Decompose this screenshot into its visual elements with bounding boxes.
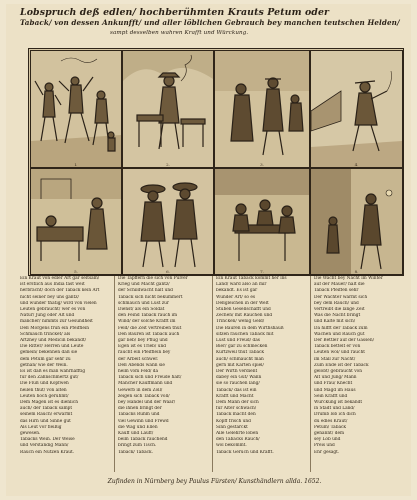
verse-line: Leuten wol/ und raucht	[314, 350, 365, 356]
verse-line: Da hilfft der Taback zum	[314, 325, 368, 331]
verse-line: Sein Krafft und	[314, 393, 348, 399]
verse-line: seinem Rauch/ erwärmt	[20, 412, 73, 418]
verse-line: Taback Pfeiffen sehr	[314, 288, 359, 294]
verse-line: Bier/ gar zu schmecken	[216, 344, 268, 350]
verse-line: Es ist daß es man wahrhafftig	[20, 369, 86, 375]
verse-line: Taback sich nicht bekümmert	[118, 294, 183, 300]
verse-line: nicht seiner bey uns gantz/	[20, 294, 79, 300]
verse-line: Kurtzweil thut Taback	[216, 350, 265, 356]
verse-line: und Kälte mit sich/	[314, 319, 356, 325]
verse-line: Tabacks Ruhm und	[118, 412, 160, 418]
verse-line: Die Tapffern die sich von Pulver	[118, 276, 188, 281]
verse-line: Drumb lob ich dich	[314, 412, 356, 418]
panel-label: 4.	[354, 162, 359, 167]
verse-line: Taback sich und Freude hält/	[118, 375, 182, 381]
verse-line: Feld/ die Zeit vertreiben thut	[118, 325, 182, 331]
verse-line: bekandt. Es ist gar	[216, 288, 258, 294]
title-line-1: Lobspruch deß edlen/ hochberühmten Krauts Petum oder	[20, 7, 330, 18]
verse-line: und wunder thätig/ wird von vielen	[20, 300, 97, 306]
verse-line: genannt/ dem	[314, 431, 345, 437]
verse-line: sie so rauchen lang/	[216, 381, 260, 387]
verse-line: Deß Abends wann sie	[118, 362, 165, 368]
verse-line: Leuten gebraucht/ wer es von	[20, 307, 86, 313]
verse-line: gar lieb/ bey Pflug und	[118, 338, 168, 344]
verse-line: und Frau/ Knecht	[314, 381, 353, 387]
verse-line: für Alter schwach/	[216, 406, 257, 412]
verse-line: gern mit Karten spiel/	[216, 362, 264, 368]
verse-line: mancher/ nimmts zur Gesundheit	[20, 319, 93, 325]
verse-line: die ihnen bringt der	[118, 406, 162, 412]
night-watchman-engraving	[311, 169, 402, 274]
verse-line: Deß Morgens früh ein Pfeifflein	[20, 325, 90, 331]
verse-line: Zum Ende ist der Taback	[314, 362, 369, 368]
verse-column-4	[312, 276, 408, 472]
verse-line: gemein/ bekennen daß sie	[20, 350, 78, 356]
verse-line: sey Lob und	[314, 437, 341, 443]
verse-line: Kauff und Lauff/	[118, 431, 154, 437]
verse-line: bey dem Rauch/ und	[314, 300, 359, 306]
verse-line: Rauch ein Nutzen Kraut.	[20, 449, 75, 455]
verse-line: Wind/ der solche Krafft im	[118, 319, 176, 325]
panel-label: 3.	[260, 162, 264, 167]
verse-line: Krafft und Macht	[216, 393, 254, 399]
verse-line: wol bekommt.	[216, 443, 247, 449]
verse-line: auf der Mauer/ hält die	[314, 282, 365, 288]
standing-figures-engraving	[215, 51, 309, 167]
verse-line: Tabacks Wein. Der Weise	[20, 437, 75, 443]
smoker-at-table-engraving	[123, 51, 213, 167]
verse-line: viel Gewinn und Frewd	[118, 418, 169, 424]
verse-line: beim Taback rauchend	[118, 437, 168, 443]
traveler-landscape-engraving	[311, 51, 402, 167]
engraving-panel-2	[122, 50, 214, 168]
verse-line: Würckung ist bekandt	[314, 400, 363, 406]
broadside-title	[20, 8, 405, 38]
verse-text-area	[18, 276, 408, 472]
verse-line: Taback bettelt er von	[314, 344, 361, 350]
verse-line: Gewerb in dem Zoll/	[118, 387, 163, 393]
verse-line: Der Bettler auf der Gassen/	[314, 338, 375, 344]
verse-line: Sinn gestärckt	[216, 424, 248, 430]
verse-line: Der Wirth verdient	[216, 369, 258, 375]
verse-line: der Schildwacht hält und	[118, 288, 173, 294]
verse-line: ist erstlich aus India fast weit	[20, 282, 85, 288]
verse-line: für den Zahnschmertz gut/	[20, 375, 79, 381]
verse-line: Preis und	[314, 443, 335, 449]
verse-line: Stuben Gesellschafft und	[216, 307, 271, 313]
verse-line: gethan/ wie der Wein.	[20, 362, 68, 368]
dancing-figures-engraving	[31, 51, 121, 167]
verse-line: sitzen rauchen Taback mit	[216, 331, 274, 337]
panel-label: 8.	[354, 269, 359, 274]
verse-line: im Stall zur Nacht/	[314, 356, 356, 362]
verse-line: Mancher Kauffmann und	[118, 381, 173, 387]
title-line-3: sampt desselben wahren Krafft und Würckung.	[110, 30, 249, 36]
verse-line: heilen thut/ von alten	[20, 387, 67, 393]
title-line-2: Taback/ von dessen Ankunfft/ und aller löblichen Gebrauch bey manchen teutschen Helden/	[20, 18, 400, 27]
verse-line: Krieg und Macht gantz/	[118, 282, 170, 288]
verse-line: Zechen/ mit Rauchen und	[216, 313, 273, 319]
verse-line: Leuten hoch gerühmt/	[20, 393, 69, 399]
verse-line: Taback/ das ist ein	[216, 387, 257, 393]
verse-line: Taback/ Taback.	[118, 449, 154, 455]
verse-line: du edles Kraut/	[314, 418, 348, 424]
verse-column-3	[214, 276, 311, 472]
verse-line: Schmauch trincket/ als	[20, 331, 71, 337]
verse-line: Wunder Art/ so es	[216, 294, 256, 300]
engraving-panel-1	[30, 50, 122, 168]
verse-line: heim vom Feld/ da	[118, 369, 159, 375]
verse-line: Petum/ Taback	[314, 424, 347, 430]
engraving-panel-7	[214, 168, 310, 275]
verse-line: Alle Gelehrte loben	[216, 431, 259, 437]
verse-line: herbracht/ doch der Taback kein Art	[20, 288, 100, 294]
engraving-panel-8	[310, 168, 403, 275]
verse-line: in Stadt und Land/	[314, 406, 355, 412]
verse-line: Dienst/ als ein Soldat	[118, 307, 165, 313]
verse-line: Deßgleichen in der Welt	[216, 300, 269, 306]
verse-line: Land/ ward also an mir	[216, 282, 267, 288]
verse-line: Ein Kraut von edler Art gar seltsam/	[20, 276, 100, 281]
verse-line: und Magd im Haus	[314, 387, 356, 393]
panel-label: 2.	[166, 162, 170, 167]
verse-line: Als Leut vor fleißig	[20, 424, 62, 430]
verse-line: Ehr gesagt.	[314, 449, 340, 455]
verse-line: auch/ schmaucht man	[216, 356, 264, 362]
panel-label: 7.	[260, 269, 264, 274]
verse-line: den Feind Taback rauch im	[118, 313, 178, 319]
verse-line: Wachen und Rauch gut	[314, 331, 365, 337]
panel-label: 5.	[74, 269, 78, 274]
verse-line: Die Flüß und Kopfweh	[20, 381, 69, 387]
verse-line: bringt zum Tisch.	[118, 443, 157, 449]
verse-line: Natur/ Jung oder Alt und	[20, 313, 75, 319]
verse-line: zeigen sich Taback voll/	[118, 393, 170, 399]
verse-line: Was die Nacht bringt	[314, 313, 361, 319]
panel-label: I.	[74, 162, 78, 167]
verse-column-2	[116, 276, 213, 472]
verse-line: Artzney und Medicin bekandt/	[20, 338, 87, 344]
verse-line: gewesen.	[20, 431, 41, 437]
interior-bed-engraving	[31, 169, 121, 274]
verse-line: Trincken/ wenig Geld/	[216, 319, 265, 325]
two-cavaliers-engraving	[123, 169, 213, 274]
verse-line: Taback macht den	[216, 412, 256, 418]
verse-line: dabey ein Gut/ Wann	[216, 375, 262, 381]
verse-line: der Arbeit schwer.	[118, 356, 159, 362]
broadside-sheet	[6, 4, 411, 496]
verse-line: Die Wacht bey Nacht im Winter	[314, 276, 383, 281]
verse-line: dem Petum gar sehr zu	[20, 356, 71, 362]
verse-line: Die Bauren in dem Wirthshauß	[216, 325, 284, 331]
verse-line: Ein Kraut Taback kommt her ins	[216, 276, 287, 281]
verse-column-1	[18, 276, 115, 472]
verse-line: Kopff frisch und	[216, 418, 251, 424]
engraving-panel-5	[30, 168, 122, 275]
verse-line: gelobt/ gebraucht von	[314, 369, 363, 375]
engraving-panel-3	[214, 50, 310, 168]
verse-line: Den Bauren ist Taback auch	[118, 331, 180, 337]
verse-line: raucht ein Pfeifflein bey	[118, 350, 171, 356]
engraving-panel-4	[310, 50, 403, 168]
verse-line: bey Handel und der Waar/	[118, 400, 176, 406]
verse-line: Lust und Freud/ das	[216, 338, 260, 344]
verse-line: schmauch und Lust zur	[118, 300, 169, 306]
verse-line: Taback Geruch und Krafft.	[216, 449, 274, 455]
verse-line: Egen ist es Trieb/ und	[118, 344, 167, 350]
verse-line: vertreibt die lange Zeit	[314, 307, 365, 313]
verse-line: Die Ritter/ Herren und Leute	[20, 344, 84, 350]
panel-label: 6.	[166, 269, 170, 274]
verse-line: das Hirn und Sinne gut	[20, 418, 71, 424]
verse-line: Dem Magen ist es dienlich	[20, 400, 78, 406]
engraving-panel-6	[122, 168, 214, 275]
imprint-footer: Zufinden in Nürnberg bey Paulus Fürsten/ Kunsthändlern allda. 1652.	[107, 478, 322, 485]
verse-line: den Tabacks Rauch/	[216, 437, 260, 443]
verse-line: Dem Mann der sich	[216, 400, 259, 406]
verse-line: und Verständig Mann/	[20, 443, 69, 449]
tavern-table-engraving	[215, 169, 309, 274]
engraving-panel-grid	[28, 48, 404, 276]
verse-line: die Wag und Ellen	[118, 424, 158, 430]
verse-line: Alt und Jung/ Mann	[314, 375, 357, 381]
verse-line: Der Wächter wärmt sich	[314, 294, 368, 300]
verse-line: auch/ der Taback sampt	[20, 406, 73, 412]
